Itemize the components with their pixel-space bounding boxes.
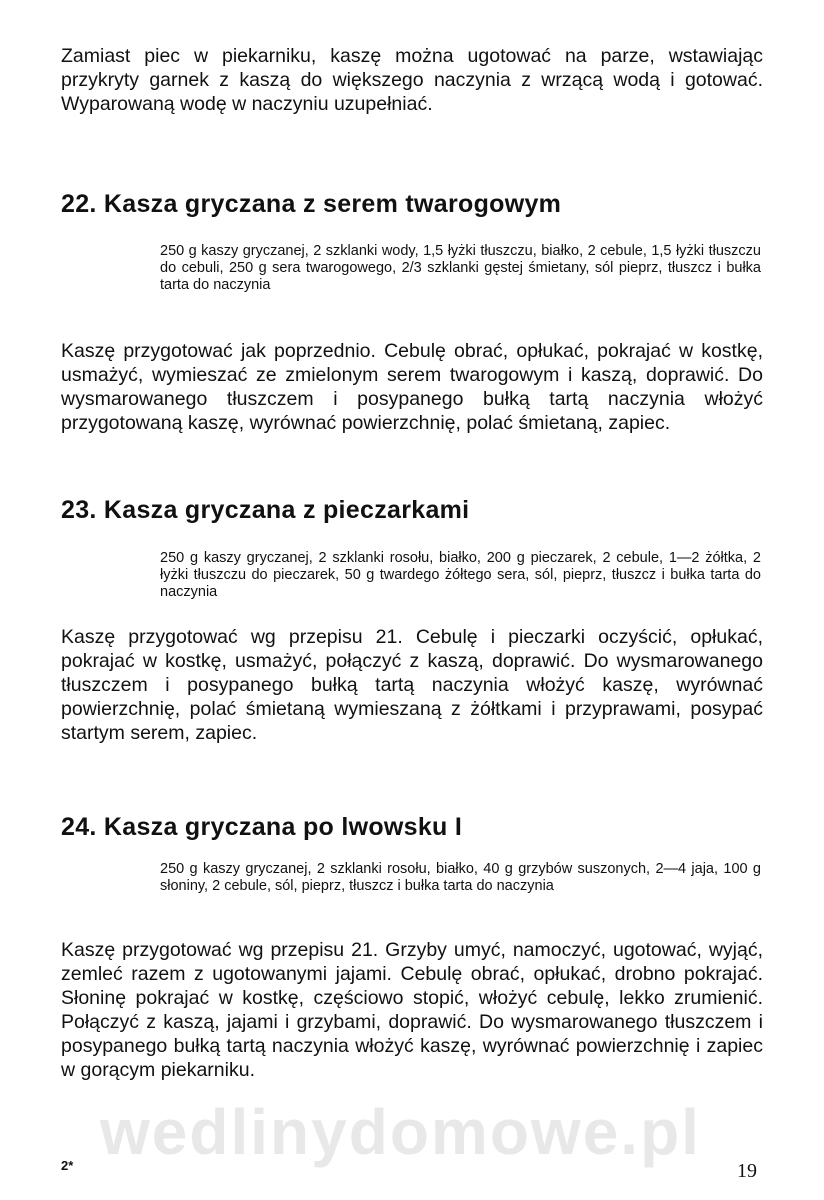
recipe-23-ingredients: 250 g kaszy gryczanej, 2 szklanki rosołu, białko, 200 g pieczarek, 2 cebule, 1—2 żółtka, 2 łyżki tłuszczu do pieczarek, 50 g twardego żółtego sera, sól, pieprz, tłuszcz i bułka tarta do naczynia [160, 550, 761, 600]
recipe-24-ingredients: 250 g kaszy gryczanej, 2 szklanki rosołu, białko, 40 g grzybów suszonych, 2—4 jaja, 100 g słoniny, 2 cebule, sól, pieprz, tłuszcz i bułka tarta do naczynia [160, 861, 761, 894]
recipe-22-method: Kaszę przygotować jak poprzednio. Cebulę obrać, opłukać, pokrajać w kostkę, usmażyć, wymieszać ze zmielonym serem twarogowym i kaszą, doprawić. Do wysmarowanego tłuszczem i posypanego bułką tartą naczynia włożyć przygotowaną kaszę, wyrównać powierzchnię, polać śmietaną, zapiec. [61, 340, 763, 434]
recipe-22-title: 22. Kasza gryczana z serem twarogowym [61, 190, 562, 218]
recipe-22-ingredients: 250 g kaszy gryczanej, 2 szklanki wody, 1,5 łyżki tłuszczu, białko, 2 cebule, 1,5 łyżki tłuszczu do cebuli, 250 g sera twarogowego, 2/3 szklanki gęstej śmietany, sól pieprz, tłuszcz i bułka tarta do naczynia [160, 243, 761, 293]
recipe-24-title: 24. Kasza gryczana po lwowsku I [61, 813, 463, 841]
recipe-23-title: 23. Kasza gryczana z pieczarkami [61, 496, 470, 524]
intro-paragraph: Zamiast piec w piekarniku, kaszę można ugotować na parze, wstawiając przykryty garnek z kaszą do większego naczynia z wrzącą wodą i gotować. Wyparowaną wodę w naczyniu uzupełniać. [61, 45, 763, 115]
recipe-24-method: Kaszę przygotować wg przepisu 21. Grzyby umyć, namoczyć, ugotować, wyjąć, zemleć razem z ugotowanymi jajami. Cebulę obrać, opłukać, drobno pokrajać. Słoninę pokrajać w kostkę, częściowo stopić, włożyć cebulę, lekko zrumienić. Połączyć z kaszą, jajami i grzybami, doprawić. Do wysmarowanego tłuszczem i posypanego bułką tartą naczynia włożyć kaszę, wyrównać powierzchnię i zapiec w gorącym piekarniku. [61, 939, 763, 1081]
recipe-23-method: Kaszę przygotować wg przepisu 21. Cebulę i pieczarki oczyścić, opłukać, pokrajać w kostkę, usmażyć, połączyć z kaszą, doprawić. Do wysmarowanego tłuszczem i posypanego bułką tartą naczynia włożyć kaszę, wyrównać powierzchnię, polać śmietaną wymieszaną z żółtkami i przyprawami, posypać startym serem, zapiec. [61, 626, 763, 744]
watermark: wedlinydomowe.pl [100, 1096, 701, 1168]
signature-mark: 2* [61, 1158, 74, 1173]
page-number: 19 [737, 1160, 757, 1182]
